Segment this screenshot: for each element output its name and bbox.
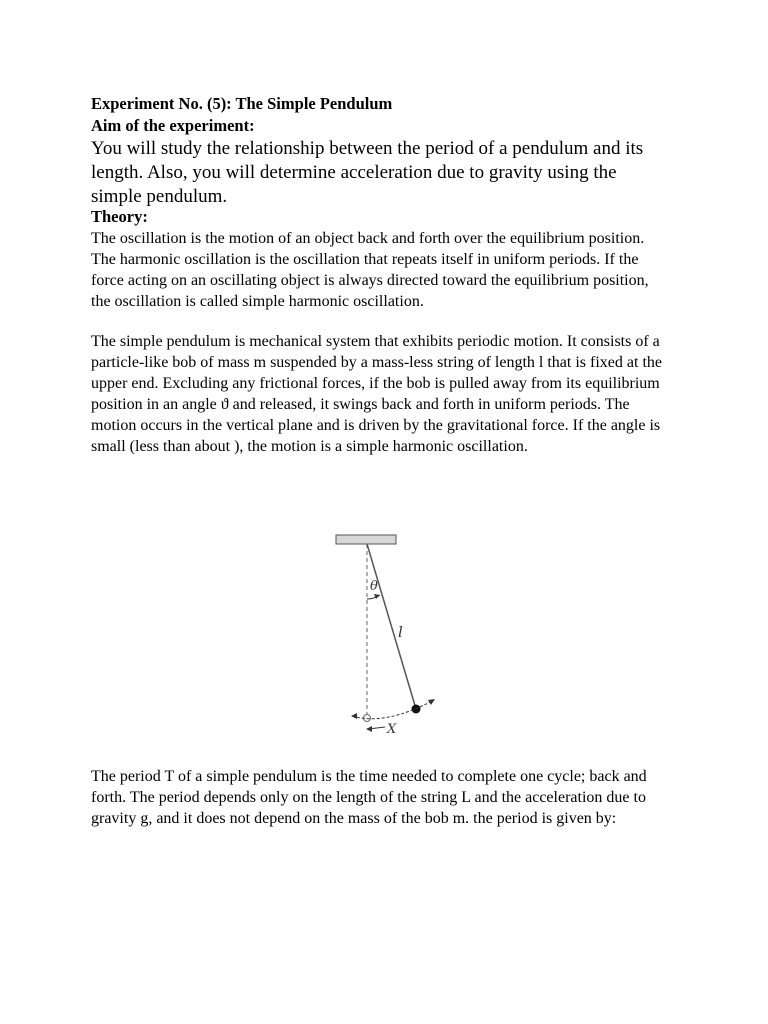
period-paragraph: The period T of a simple pendulum is the time needed to complete one cycle; back and forth. The period depends only on the length of the string L and the acceleration due to gravity g, and it does not depend on the mass of the bob m. the period is given by:	[91, 768, 647, 827]
swing-arrow-left	[351, 713, 357, 719]
aim-heading: Aim of the experiment:	[91, 116, 255, 135]
pendulum-support	[336, 535, 396, 544]
displacement-arrowhead	[366, 726, 372, 732]
displacement-label: X	[387, 722, 397, 737]
pendulum-string	[367, 544, 416, 709]
angle-label: θ	[370, 579, 378, 594]
theory-heading: Theory:	[91, 207, 148, 226]
theory-paragraph-pendulum: The simple pendulum is mechanical system that exhibits periodic motion. It consists of a particle-like bob of mass m suspended by a mass-less string of length l that is fixed at the upper end. Excluding any frictional forces, if the bob is pulled away from its equilibrium position in an angle ϑ and released, it swings back and forth in uniform periods. The motion occurs in the vertical plane and is driven by the gravitational force. If the angle is small (less than about ), the motion is a simple harmonic oscillation.	[91, 333, 662, 455]
theory-paragraph-oscillation: The oscillation is the motion of an object back and forth over the equilibrium position. The harmonic oscillation is the oscillation that repeats itself in uniform periods. If the force acting on an oscillating object is always directed toward the equilibrium position, the oscillation is called simple harmonic oscillation.	[91, 230, 649, 310]
angle-arc-arrow	[374, 594, 380, 599]
length-label: l	[398, 623, 403, 641]
pendulum-diagram	[330, 530, 440, 740]
experiment-title: Experiment No. (5): The Simple Pendulum	[91, 94, 393, 113]
aim-text: You will study the relationship between the period of a pendulum and its length. Also, you will determine acceleration due to gravity using the simple pendulum.	[91, 138, 644, 207]
